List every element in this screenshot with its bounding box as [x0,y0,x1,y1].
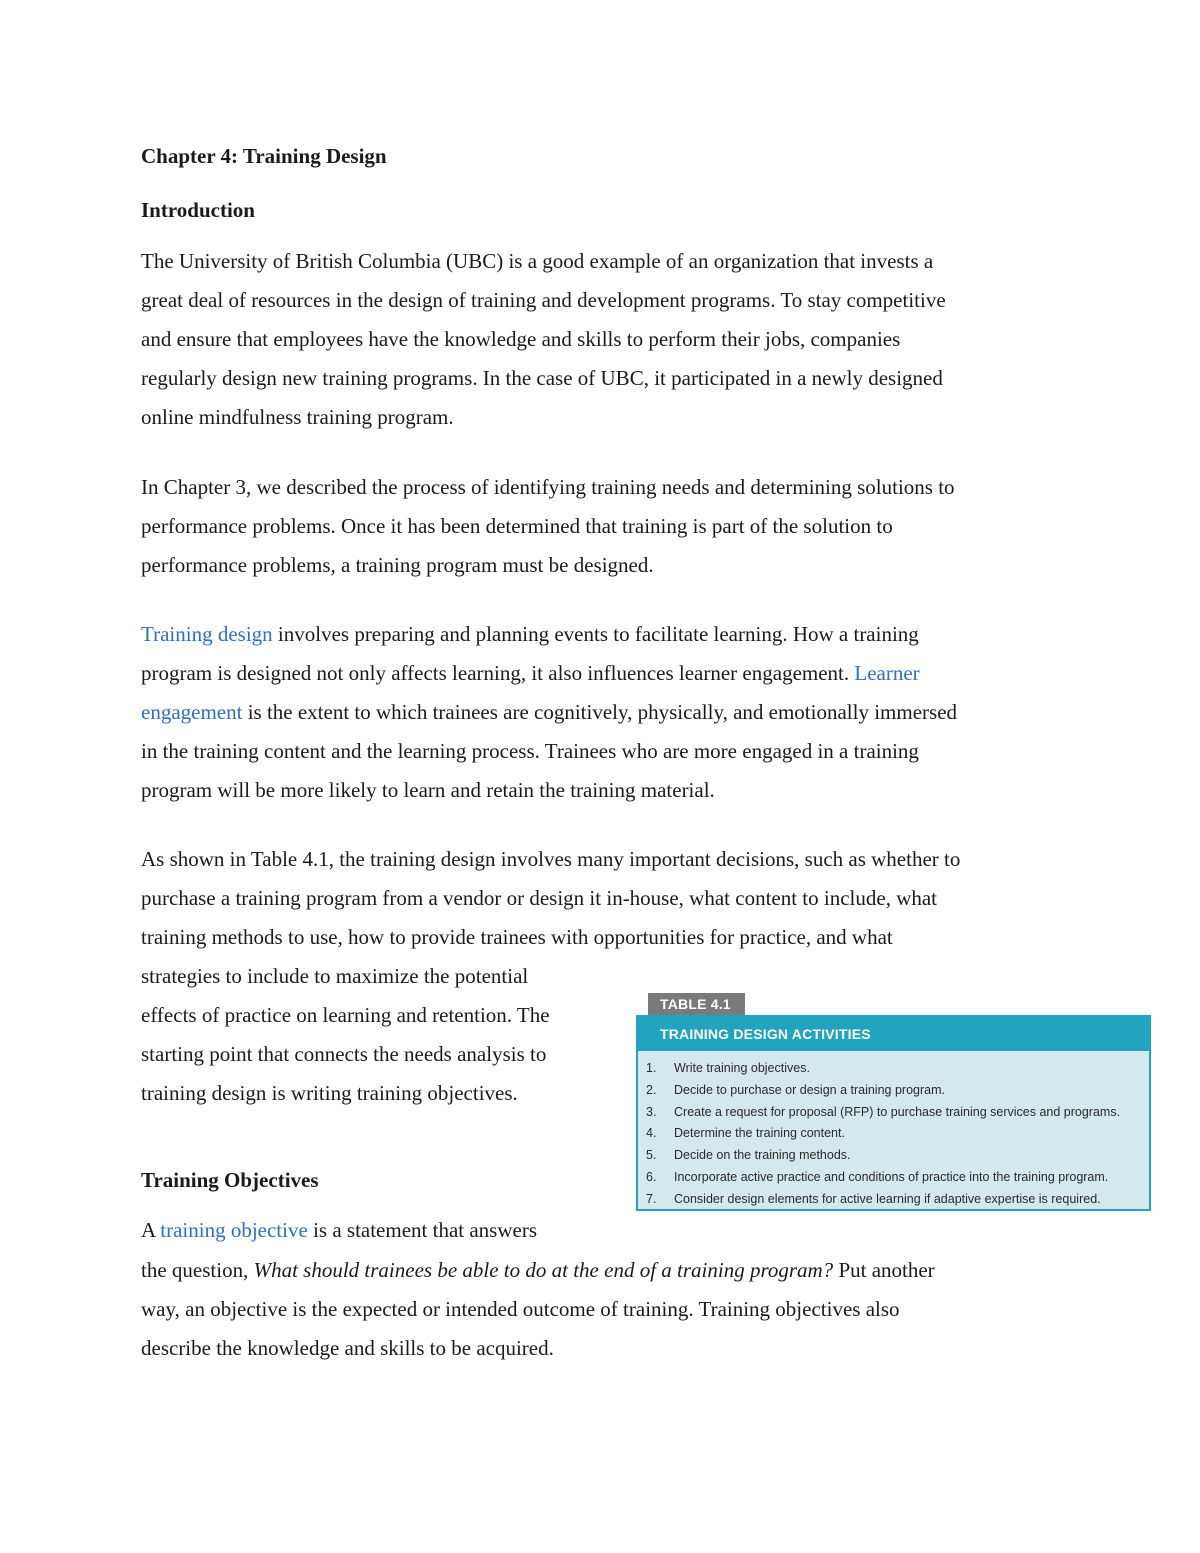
table-item-number: 4. [646,1126,657,1141]
table-header: TRAINING DESIGN ACTIVITIES [638,1017,1149,1051]
para5-line-2-pre: the question, [141,1258,254,1282]
chapter-title: Chapter 4: Training Design [141,144,387,168]
para5-line-2-text: Put another [833,1258,935,1282]
table-item-text: Write training objectives. [674,1061,810,1075]
table-item-text: Decide on the training methods. [674,1148,851,1163]
para4-line-1: As shown in Table 4.1, the training design involves many important decisions, such as whether to [141,847,961,871]
para3-line-4: in the training content and the learning process. Trainees who are more engaged in a training [141,739,919,763]
table-item-number: 3. [646,1104,657,1119]
table-item [646,1080,1120,1102]
table-item-text: Incorporate active practice and conditions of practice into the training program. [674,1169,1109,1184]
para5-line-2 [141,1256,935,1284]
para5-line-4: describe the knowledge and skills to be acquired. [141,1336,554,1360]
training-objectives-heading: Training Objectives [141,1168,319,1192]
para5-line-1-pre: A [141,1218,161,1242]
para3-line-1 [141,620,919,648]
term-engagement[interactable]: engagement [141,700,243,724]
table-item-text: Decide to purchase or design a training program. [674,1082,945,1097]
para4-line-6: starting point that connects the needs analysis to [141,1042,547,1066]
table-tab-label: TABLE 4.1 [648,993,745,1015]
table-item [646,1145,1120,1167]
objective-question: What should trainees be able to do at the end of a training program? [253,1258,834,1282]
introduction-heading: Introduction [141,198,255,222]
table-item-number: 5. [646,1148,657,1163]
para1-line-3: and ensure that employees have the knowledge and skills to perform their jobs, companies [141,327,901,351]
table-item [646,1058,1120,1080]
para5-line-1 [141,1216,537,1244]
para3-line-3 [141,698,957,726]
table-box [636,1015,1151,1211]
table-item-number: 1. [646,1061,657,1075]
table-item-number: 6. [646,1169,657,1184]
para4-line-2: purchase a training program from a vendor or design it in-house, what content to include, what [141,886,938,910]
para4-line-5: effects of practice on learning and retention. The [141,1003,550,1027]
table-item-text: Determine the training content. [674,1126,845,1141]
para1-line-5: online mindfulness training program. [141,405,454,429]
table-4-1-figure [636,993,1151,1211]
term-training-design[interactable]: Training design [141,622,273,646]
para5-line-1-text: is a statement that answers [307,1218,537,1242]
para2-line-3: performance problems, a training program must be designed. [141,553,654,577]
para3-line-5: program will be more likely to learn and retain the training material. [141,778,715,802]
para4-line-3: training methods to use, how to provide trainees with opportunities for practice, and what [141,925,893,949]
para3-line-3-text: is the extent to which trainees are cognitively, physically, and emotionally immersed [242,700,958,724]
para4-line-4: strategies to include to maximize the potential [141,964,529,988]
para5-line-3: way, an objective is the expected or intended outcome of training. Training objectives also [141,1297,900,1321]
para1-line-1: The University of British Columbia (UBC) is a good example of an organization that invests a [141,249,934,273]
table-item [646,1102,1120,1124]
table-item-number: 2. [646,1082,657,1097]
table-item-text: Create a request for proposal (RFP) to purchase training services and programs. [674,1104,1121,1119]
para4-line-7: training design is writing training objectives. [141,1081,518,1105]
table-item [646,1189,1120,1211]
table-item [646,1123,1120,1145]
term-learner[interactable]: Learner [854,661,920,685]
table-activity-list [646,1058,1120,1211]
para1-line-4: regularly design new training programs. In the case of UBC, it participated in a newly designed [141,366,943,390]
table-item [646,1167,1120,1189]
table-item-number: 7. [646,1191,657,1206]
para2-line-1: In Chapter 3, we described the process of identifying training needs and determining solutions to [141,475,955,499]
term-training-objective[interactable]: training objective [160,1218,308,1242]
para3-line-2 [141,659,920,687]
para1-line-2: great deal of resources in the design of training and development programs. To stay competitive [141,288,946,312]
para3-line-1-text: involves preparing and planning events to facilitate learning. How a training [272,622,919,646]
para3-line-2-text: program is designed not only affects learning, it also influences learner engagement. [141,661,855,685]
para2-line-2: performance problems. Once it has been determined that training is part of the solution to [141,514,893,538]
table-item-text: Consider design elements for active learning if adaptive expertise is required. [674,1191,1101,1206]
